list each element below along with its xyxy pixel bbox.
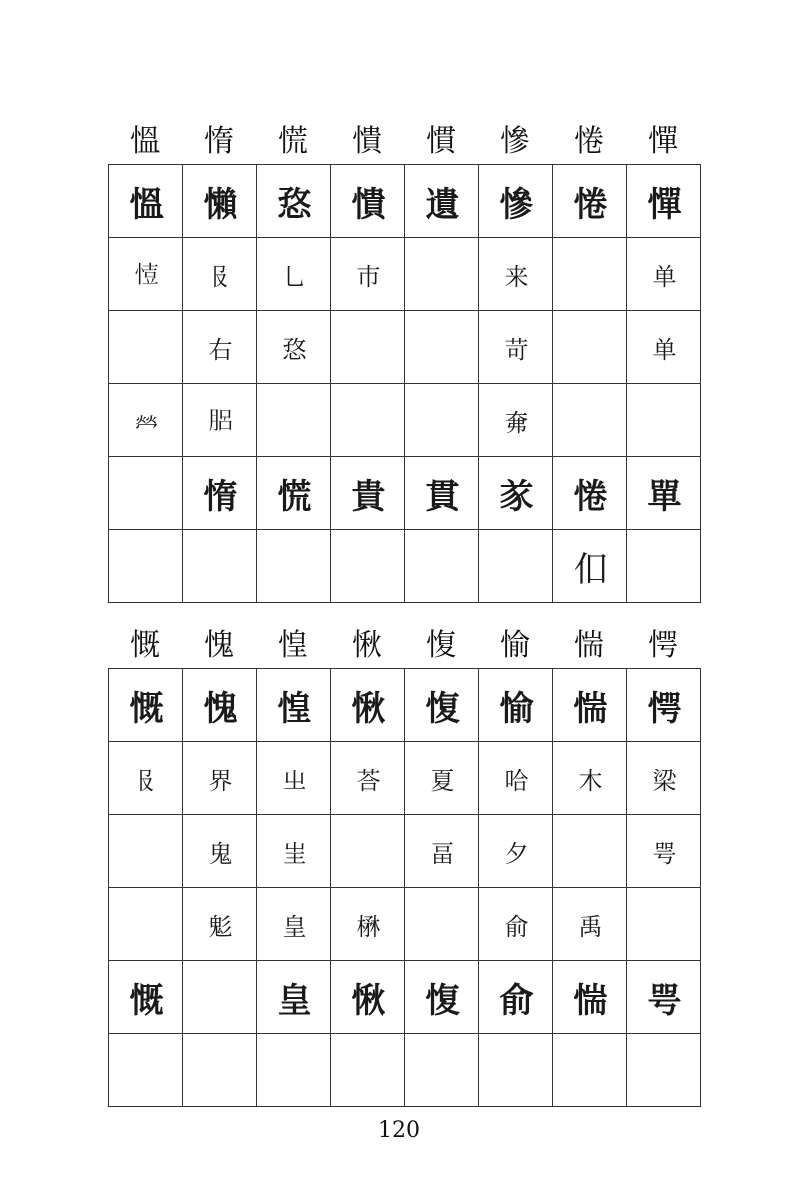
- seal-glyph: 皇: [277, 980, 310, 1021]
- seal-glyph: 愉: [499, 688, 532, 729]
- seal-glyph: 𠬝: [134, 766, 157, 795]
- seal-glyph: 楙: [356, 912, 379, 941]
- glyph-cell: [627, 669, 701, 742]
- table-2-header: [108, 620, 700, 664]
- glyph-cell: [553, 1034, 627, 1107]
- seal-glyph: 惰: [203, 476, 236, 517]
- glyph-cell: [553, 815, 627, 888]
- seal-glyph: 单: [652, 335, 675, 364]
- glyph-cell: [257, 238, 331, 311]
- seal-glyph: 夏: [430, 766, 453, 795]
- seal-glyph: 鬼: [208, 839, 231, 868]
- glyph-cell: [627, 1034, 701, 1107]
- seal-glyph: 慍: [129, 184, 162, 225]
- seal-glyph: 㚕: [504, 408, 527, 437]
- glyph-cell: [479, 384, 553, 457]
- header-char: 惰: [204, 124, 234, 159]
- glyph-cell: [331, 165, 405, 238]
- seal-glyph: 来: [504, 262, 527, 291]
- glyph-cell: [405, 1034, 479, 1107]
- seal-glyph: 咢: [647, 980, 680, 1021]
- glyph-cell: [183, 669, 257, 742]
- glyph-cell: [627, 815, 701, 888]
- seal-glyph: 慨: [129, 688, 162, 729]
- glyph-cell: [553, 457, 627, 530]
- seal-glyph: 憒: [351, 184, 384, 225]
- seal-glyph: 惴: [573, 980, 606, 1021]
- glyph-cell: [257, 742, 331, 815]
- header-char: 慣: [426, 124, 456, 159]
- glyph-cell: [553, 888, 627, 961]
- seal-glyph: 俞: [504, 912, 527, 941]
- seal-glyph: 梁: [652, 766, 675, 795]
- seal-glyph: 界: [208, 766, 231, 795]
- seal-glyph: 慨: [129, 980, 162, 1021]
- glyph-cell: [183, 815, 257, 888]
- glyph-cell: [553, 238, 627, 311]
- glyph-cell: [257, 888, 331, 961]
- glyph-cell: [627, 530, 701, 603]
- glyph-cell: [109, 961, 183, 1034]
- seal-glyph: 懶: [203, 184, 236, 225]
- glyph-cell: [257, 815, 331, 888]
- seal-glyph: 愎: [425, 980, 458, 1021]
- glyph-cell: [331, 742, 405, 815]
- seal-glyph: 貴: [351, 476, 384, 517]
- seal-glyph: 惴: [573, 688, 606, 729]
- glyph-cell: [331, 457, 405, 530]
- header-char: 慌: [278, 124, 308, 159]
- glyph-cell: [553, 961, 627, 1034]
- header-char: 愉: [500, 628, 530, 663]
- glyph-cell: [257, 457, 331, 530]
- glyph-cell: [183, 961, 257, 1034]
- glyph-cell: [627, 961, 701, 1034]
- glyph-cell: [479, 1034, 553, 1107]
- seal-glyph: 乚: [282, 262, 305, 291]
- seal-glyph: 愧: [203, 688, 236, 729]
- glyph-cell: [331, 669, 405, 742]
- glyph-cell: [479, 311, 553, 384]
- header-char: 慨: [130, 628, 160, 663]
- header-char: 惶: [278, 628, 308, 663]
- seal-glyph: 慘: [499, 184, 532, 225]
- seal-glyph: 單: [647, 476, 680, 517]
- table-1-grid: [108, 164, 701, 603]
- glyph-cell: [405, 457, 479, 530]
- glyph-cell: [331, 384, 405, 457]
- seal-glyph: 慌: [277, 476, 310, 517]
- seal-glyph: 𦛗: [208, 406, 231, 435]
- seal-glyph: 禹: [578, 912, 601, 941]
- glyph-cell: [627, 457, 701, 530]
- seal-glyph: 单: [652, 262, 675, 291]
- page-number: 120: [378, 1118, 420, 1143]
- seal-glyph: 㐰: [573, 549, 606, 590]
- header-char: 愎: [426, 628, 456, 663]
- glyph-cell: [479, 165, 553, 238]
- header-char: 惓: [574, 124, 604, 159]
- glyph-cell: [553, 165, 627, 238]
- seal-glyph: 𠬝: [208, 262, 231, 291]
- header-char: 愀: [352, 628, 382, 663]
- glyph-cell: [553, 530, 627, 603]
- glyph-cell: [183, 311, 257, 384]
- glyph-cell: [257, 530, 331, 603]
- seal-glyph: 咢: [652, 839, 675, 868]
- seal-glyph: 木: [578, 766, 601, 795]
- seal-glyph: 𤇾: [134, 408, 157, 437]
- glyph-cell: [183, 384, 257, 457]
- glyph-cell: [109, 530, 183, 603]
- seal-glyph: 鬽: [208, 912, 231, 941]
- glyph-cell: [257, 961, 331, 1034]
- glyph-cell: [479, 742, 553, 815]
- seal-glyph: 𢜳: [134, 260, 157, 289]
- header-char: 憚: [648, 124, 678, 159]
- glyph-cell: [109, 384, 183, 457]
- glyph-cell: [109, 742, 183, 815]
- glyph-cell: [331, 815, 405, 888]
- glyph-cell: [405, 888, 479, 961]
- glyph-cell: [405, 530, 479, 603]
- glyph-cell: [331, 238, 405, 311]
- seal-glyph: 惶: [277, 688, 310, 729]
- table-1-header: [108, 116, 700, 160]
- glyph-cell: [627, 888, 701, 961]
- glyph-cell: [257, 311, 331, 384]
- header-char: 惴: [574, 628, 604, 663]
- glyph-cell: [405, 311, 479, 384]
- seal-glyph: 皇: [282, 912, 305, 941]
- header-char: 愧: [204, 628, 234, 663]
- seal-glyph: 㞢: [282, 766, 305, 795]
- glyph-cell: [479, 530, 553, 603]
- glyph-cell: [257, 165, 331, 238]
- seal-glyph: 㒸: [499, 476, 532, 517]
- glyph-cell: [627, 742, 701, 815]
- glyph-cell: [553, 311, 627, 384]
- glyph-cell: [479, 888, 553, 961]
- seal-glyph: 畐: [430, 839, 453, 868]
- table-2-grid: [108, 668, 701, 1107]
- glyph-cell: [405, 238, 479, 311]
- seal-glyph: 右: [208, 335, 231, 364]
- glyph-cell: [109, 1034, 183, 1107]
- glyph-cell: [109, 457, 183, 530]
- seal-glyph: 惓: [573, 476, 606, 517]
- seal-glyph: 愀: [351, 688, 384, 729]
- seal-glyph: 巿: [356, 262, 379, 291]
- glyph-cell: [331, 530, 405, 603]
- glyph-cell: [109, 238, 183, 311]
- header-char: 慍: [130, 124, 160, 159]
- seal-glyph: 荅: [356, 766, 379, 795]
- seal-glyph: 憚: [647, 184, 680, 225]
- seal-glyph: 夕: [504, 839, 527, 868]
- glyph-cell: [405, 384, 479, 457]
- header-char: 憒: [352, 124, 382, 159]
- glyph-cell: [109, 815, 183, 888]
- glyph-cell: [183, 742, 257, 815]
- glyph-cell: [109, 669, 183, 742]
- glyph-cell: [553, 669, 627, 742]
- glyph-cell: [479, 961, 553, 1034]
- glyph-cell: [183, 888, 257, 961]
- seal-glyph: 愕: [647, 688, 680, 729]
- glyph-cell: [553, 742, 627, 815]
- glyph-cell: [331, 888, 405, 961]
- glyph-cell: [479, 669, 553, 742]
- seal-glyph: 愀: [351, 980, 384, 1021]
- glyph-cell: [331, 961, 405, 1034]
- glyph-cell: [627, 384, 701, 457]
- glyph-cell: [479, 815, 553, 888]
- seal-glyph: 貫: [425, 476, 458, 517]
- glyph-cell: [627, 165, 701, 238]
- glyph-cell: [331, 1034, 405, 1107]
- glyph-cell: [183, 457, 257, 530]
- glyph-cell: [405, 669, 479, 742]
- seal-glyph: 愎: [425, 688, 458, 729]
- glyph-cell: [479, 238, 553, 311]
- glyph-cell: [479, 457, 553, 530]
- glyph-cell: [627, 238, 701, 311]
- seal-glyph: 㤵: [277, 184, 310, 225]
- seal-glyph: 遺: [425, 184, 458, 225]
- glyph-cell: [405, 165, 479, 238]
- glyph-cell: [405, 815, 479, 888]
- glyph-cell: [257, 384, 331, 457]
- glyph-cell: [257, 669, 331, 742]
- glyph-cell: [183, 530, 257, 603]
- seal-glyph: 惓: [573, 184, 606, 225]
- glyph-cell: [257, 1034, 331, 1107]
- header-char: 慘: [500, 124, 530, 159]
- glyph-cell: [183, 238, 257, 311]
- header-char: 愕: [648, 628, 678, 663]
- seal-glyph: 㤵: [282, 335, 305, 364]
- seal-glyph: 苛: [504, 335, 527, 364]
- glyph-cell: [109, 311, 183, 384]
- seal-glyph: 㞷: [282, 839, 305, 868]
- glyph-cell: [109, 888, 183, 961]
- glyph-cell: [109, 165, 183, 238]
- glyph-cell: [183, 1034, 257, 1107]
- glyph-cell: [331, 311, 405, 384]
- glyph-cell: [627, 311, 701, 384]
- glyph-cell: [553, 384, 627, 457]
- glyph-cell: [183, 165, 257, 238]
- seal-glyph: 哈: [504, 766, 527, 795]
- glyph-cell: [405, 742, 479, 815]
- glyph-cell: [405, 961, 479, 1034]
- seal-glyph: 俞: [499, 980, 532, 1021]
